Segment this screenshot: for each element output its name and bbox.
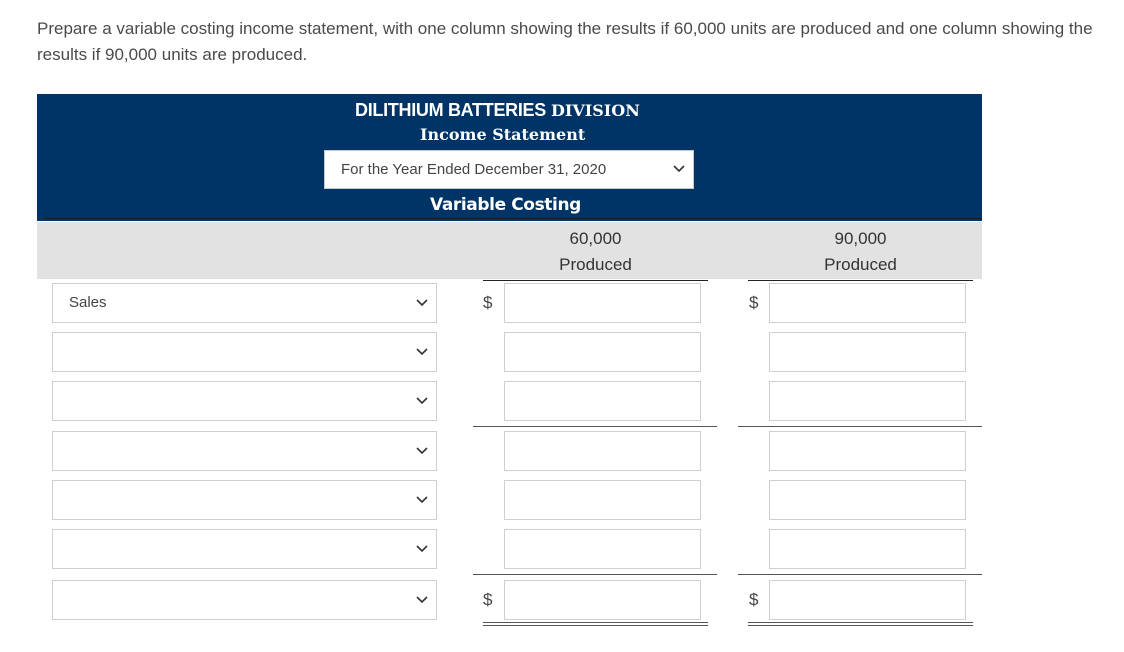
row-5-amount-60000[interactable] <box>504 480 701 520</box>
row-5-account-select[interactable] <box>52 480 437 520</box>
row-1-amount-90000[interactable] <box>769 283 966 323</box>
row-3-amount-60000[interactable] <box>504 381 701 421</box>
statement-title: Income Statement <box>420 125 586 144</box>
statement-header <box>37 94 982 221</box>
row-6-account-select[interactable] <box>52 529 437 569</box>
row-1-dollar-sign-90000: $ <box>749 293 759 312</box>
subtotal-rule-90000 <box>738 426 982 427</box>
period-select-value: For the Year Ended December 31, 2020 <box>341 161 607 178</box>
row-7-dollar-sign-60000: $ <box>483 590 493 609</box>
row-1-amount-60000[interactable] <box>504 283 701 323</box>
row-4-amount-60000[interactable] <box>504 431 701 471</box>
row-2-amount-60000[interactable] <box>504 332 701 372</box>
costing-method-title: Variable Costing <box>430 195 581 215</box>
chevron-down-icon <box>416 581 428 634</box>
column-header-90000: 90,000 Produced <box>748 226 973 278</box>
chevron-down-icon <box>416 481 428 534</box>
row-1-dollar-sign-60000: $ <box>483 293 493 312</box>
row-4-amount-90000[interactable] <box>769 431 966 471</box>
company-name: DILITHIUM BATTERIES DIVISION <box>355 100 640 120</box>
double-rule-90000 <box>748 622 973 626</box>
row-7-account-select[interactable] <box>52 580 437 620</box>
period-select[interactable] <box>324 150 694 189</box>
chevron-down-icon <box>416 530 428 583</box>
row-1-account-select[interactable]: Sales <box>52 283 437 323</box>
row-6-amount-90000[interactable] <box>769 529 966 569</box>
row-7-dollar-sign-90000: $ <box>749 590 759 609</box>
row-3-account-select[interactable] <box>52 381 437 421</box>
row-6-amount-60000[interactable] <box>504 529 701 569</box>
row-7-amount-60000[interactable] <box>504 580 701 620</box>
column-header-60000: 60,000 Produced <box>483 226 708 278</box>
chevron-down-icon <box>416 382 428 435</box>
row-5-amount-90000[interactable] <box>769 480 966 520</box>
row-2-account-select[interactable] <box>52 332 437 372</box>
total-rule-60000 <box>473 574 717 575</box>
chevron-down-icon <box>416 432 428 485</box>
subtotal-rule-60000 <box>473 426 717 427</box>
double-rule-60000 <box>483 622 708 626</box>
total-rule-90000 <box>738 574 982 575</box>
row-3-amount-90000[interactable] <box>769 381 966 421</box>
row-7-amount-90000[interactable] <box>769 580 966 620</box>
row-2-amount-90000[interactable] <box>769 332 966 372</box>
chevron-down-icon <box>416 333 428 386</box>
chevron-down-icon <box>416 284 428 337</box>
header-divider <box>45 218 982 219</box>
instructions-text: Prepare a variable costing income statement, with one column showing the results if 60,000 units are produced and one column showing the results if 90,000 units are produced. <box>37 19 1093 64</box>
row-4-account-select[interactable] <box>52 431 437 471</box>
